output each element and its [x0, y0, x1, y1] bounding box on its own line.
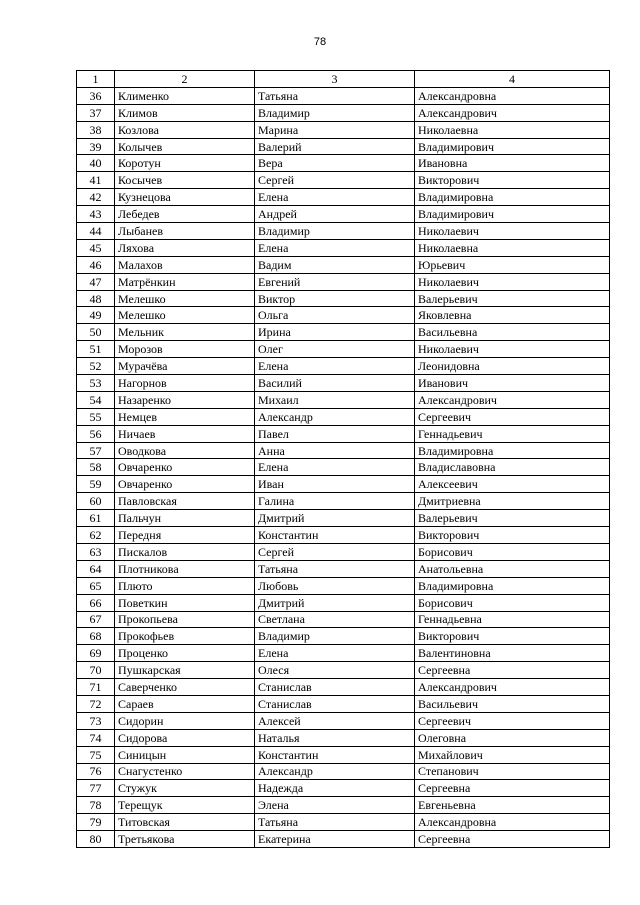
header-row — [77, 71, 610, 88]
cell-number: 66 — [77, 594, 115, 611]
table-row — [77, 87, 610, 104]
cell-number: 65 — [77, 577, 115, 594]
cell-number: 61 — [77, 510, 115, 527]
cell-number: 49 — [77, 307, 115, 324]
cell-surname: Прокофьев — [115, 628, 255, 645]
table-row — [77, 206, 610, 223]
table-row — [77, 290, 610, 307]
cell-surname: Овчаренко — [115, 476, 255, 493]
cell-number: 40 — [77, 155, 115, 172]
cell-patronymic: Валентиновна — [415, 645, 610, 662]
cell-number: 46 — [77, 256, 115, 273]
cell-surname: Мельник — [115, 324, 255, 341]
column-header-number: 1 — [77, 71, 115, 88]
cell-number: 72 — [77, 695, 115, 712]
roster-table — [76, 70, 610, 848]
cell-first-name: Олеся — [255, 662, 415, 679]
cell-patronymic: Ивановна — [415, 155, 610, 172]
cell-number: 69 — [77, 645, 115, 662]
cell-surname: Пальчун — [115, 510, 255, 527]
cell-number: 60 — [77, 493, 115, 510]
cell-first-name: Екатерина — [255, 831, 415, 848]
table-row — [77, 628, 610, 645]
table-row — [77, 814, 610, 831]
table-row — [77, 493, 610, 510]
cell-first-name: Ольга — [255, 307, 415, 324]
cell-surname: Косычев — [115, 172, 255, 189]
cell-number: 48 — [77, 290, 115, 307]
cell-number: 50 — [77, 324, 115, 341]
cell-patronymic: Викторович — [415, 527, 610, 544]
cell-surname: Колычев — [115, 138, 255, 155]
table-row — [77, 358, 610, 375]
cell-number: 58 — [77, 459, 115, 476]
table-row — [77, 375, 610, 392]
table-row — [77, 611, 610, 628]
cell-surname: Оводкова — [115, 442, 255, 459]
roster-body — [77, 87, 610, 847]
cell-patronymic: Александровна — [415, 814, 610, 831]
column-header-first-name: 3 — [255, 71, 415, 88]
table-row — [77, 729, 610, 746]
cell-first-name: Владимир — [255, 628, 415, 645]
table-row — [77, 645, 610, 662]
cell-first-name: Александр — [255, 408, 415, 425]
cell-patronymic: Викторович — [415, 172, 610, 189]
cell-first-name: Константин — [255, 527, 415, 544]
cell-number: 47 — [77, 273, 115, 290]
cell-first-name: Андрей — [255, 206, 415, 223]
cell-patronymic: Александрович — [415, 391, 610, 408]
cell-surname: Малахов — [115, 256, 255, 273]
table-row — [77, 239, 610, 256]
cell-surname: Лебедев — [115, 206, 255, 223]
cell-number: 54 — [77, 391, 115, 408]
cell-surname: Сидорова — [115, 729, 255, 746]
cell-number: 56 — [77, 425, 115, 442]
table-row — [77, 560, 610, 577]
cell-number: 59 — [77, 476, 115, 493]
cell-patronymic: Юрьевич — [415, 256, 610, 273]
cell-number: 38 — [77, 121, 115, 138]
cell-surname: Морозов — [115, 341, 255, 358]
cell-surname: Проценко — [115, 645, 255, 662]
cell-patronymic: Сергеевна — [415, 831, 610, 848]
cell-number: 36 — [77, 87, 115, 104]
cell-number: 75 — [77, 746, 115, 763]
cell-first-name: Василий — [255, 375, 415, 392]
cell-first-name: Любовь — [255, 577, 415, 594]
cell-number: 68 — [77, 628, 115, 645]
table-row — [77, 459, 610, 476]
cell-first-name: Елена — [255, 189, 415, 206]
cell-surname: Лыбанев — [115, 223, 255, 240]
cell-patronymic: Сергеевич — [415, 712, 610, 729]
cell-first-name: Виктор — [255, 290, 415, 307]
cell-patronymic: Владимирович — [415, 206, 610, 223]
cell-surname: Климов — [115, 104, 255, 121]
table-row — [77, 273, 610, 290]
cell-number: 64 — [77, 560, 115, 577]
cell-first-name: Марина — [255, 121, 415, 138]
cell-first-name: Анна — [255, 442, 415, 459]
table-row — [77, 256, 610, 273]
cell-patronymic: Николаевич — [415, 223, 610, 240]
cell-patronymic: Анатольевна — [415, 560, 610, 577]
cell-surname: Нагорнов — [115, 375, 255, 392]
cell-patronymic: Алексеевич — [415, 476, 610, 493]
cell-first-name: Вера — [255, 155, 415, 172]
cell-first-name: Станислав — [255, 695, 415, 712]
cell-surname: Сараев — [115, 695, 255, 712]
table-row — [77, 391, 610, 408]
cell-surname: Прокопьева — [115, 611, 255, 628]
cell-number: 43 — [77, 206, 115, 223]
cell-number: 57 — [77, 442, 115, 459]
cell-number: 41 — [77, 172, 115, 189]
cell-patronymic: Владимировна — [415, 442, 610, 459]
cell-surname: Ляхова — [115, 239, 255, 256]
cell-surname: Передня — [115, 527, 255, 544]
cell-first-name: Павел — [255, 425, 415, 442]
cell-surname: Мурачёва — [115, 358, 255, 375]
cell-first-name: Вадим — [255, 256, 415, 273]
cell-first-name: Александр — [255, 763, 415, 780]
table-row — [77, 425, 610, 442]
cell-first-name: Елена — [255, 645, 415, 662]
cell-patronymic: Сергеевна — [415, 780, 610, 797]
cell-surname: Немцев — [115, 408, 255, 425]
table-row — [77, 476, 610, 493]
cell-surname: Плотникова — [115, 560, 255, 577]
table-row — [77, 510, 610, 527]
table-row — [77, 831, 610, 848]
table-row — [77, 121, 610, 138]
cell-patronymic: Михайлович — [415, 746, 610, 763]
table-row — [77, 763, 610, 780]
cell-first-name: Дмитрий — [255, 510, 415, 527]
table-row — [77, 324, 610, 341]
cell-number: 77 — [77, 780, 115, 797]
cell-number: 79 — [77, 814, 115, 831]
cell-surname: Третьякова — [115, 831, 255, 848]
cell-patronymic: Борисович — [415, 543, 610, 560]
cell-number: 74 — [77, 729, 115, 746]
cell-first-name: Дмитрий — [255, 594, 415, 611]
cell-first-name: Станислав — [255, 679, 415, 696]
cell-surname: Матрёнкин — [115, 273, 255, 290]
cell-surname: Сидорин — [115, 712, 255, 729]
cell-first-name: Владимир — [255, 104, 415, 121]
cell-first-name: Олег — [255, 341, 415, 358]
cell-number: 71 — [77, 679, 115, 696]
cell-patronymic: Сергеевич — [415, 408, 610, 425]
cell-surname: Пискалов — [115, 543, 255, 560]
cell-first-name: Константин — [255, 746, 415, 763]
cell-surname: Кузнецова — [115, 189, 255, 206]
table-row — [77, 695, 610, 712]
cell-first-name: Элена — [255, 797, 415, 814]
cell-patronymic: Яковлевна — [415, 307, 610, 324]
cell-patronymic: Владиславовна — [415, 459, 610, 476]
cell-patronymic: Владимировна — [415, 189, 610, 206]
cell-surname: Синицын — [115, 746, 255, 763]
table-row — [77, 307, 610, 324]
table-row — [77, 527, 610, 544]
cell-first-name: Ирина — [255, 324, 415, 341]
cell-surname: Терещук — [115, 797, 255, 814]
cell-number: 37 — [77, 104, 115, 121]
cell-first-name: Елена — [255, 459, 415, 476]
cell-first-name: Наталья — [255, 729, 415, 746]
cell-number: 73 — [77, 712, 115, 729]
cell-number: 76 — [77, 763, 115, 780]
cell-patronymic: Валерьевич — [415, 510, 610, 527]
cell-surname: Мелешко — [115, 307, 255, 324]
cell-number: 39 — [77, 138, 115, 155]
table-row — [77, 104, 610, 121]
cell-patronymic: Васильевич — [415, 695, 610, 712]
cell-patronymic: Геннадьевич — [415, 425, 610, 442]
cell-surname: Титовская — [115, 814, 255, 831]
column-header-patronymic: 4 — [415, 71, 610, 88]
cell-first-name: Галина — [255, 493, 415, 510]
table-row — [77, 442, 610, 459]
cell-number: 67 — [77, 611, 115, 628]
cell-number: 70 — [77, 662, 115, 679]
table-row — [77, 577, 610, 594]
table-row — [77, 679, 610, 696]
table-row — [77, 172, 610, 189]
cell-patronymic: Александровна — [415, 87, 610, 104]
cell-number: 51 — [77, 341, 115, 358]
table-row — [77, 138, 610, 155]
cell-patronymic: Викторович — [415, 628, 610, 645]
cell-number: 45 — [77, 239, 115, 256]
cell-patronymic: Иванович — [415, 375, 610, 392]
table-row — [77, 662, 610, 679]
cell-surname: Козлова — [115, 121, 255, 138]
cell-number: 52 — [77, 358, 115, 375]
cell-patronymic: Дмитриевна — [415, 493, 610, 510]
cell-first-name: Сергей — [255, 543, 415, 560]
cell-number: 53 — [77, 375, 115, 392]
cell-patronymic: Евгеньевна — [415, 797, 610, 814]
table-row — [77, 594, 610, 611]
table-row — [77, 408, 610, 425]
cell-surname: Ничаев — [115, 425, 255, 442]
cell-first-name: Татьяна — [255, 814, 415, 831]
cell-surname: Снагустенко — [115, 763, 255, 780]
cell-number: 44 — [77, 223, 115, 240]
cell-surname: Стужук — [115, 780, 255, 797]
cell-patronymic: Александрович — [415, 679, 610, 696]
cell-surname: Назаренко — [115, 391, 255, 408]
table-row — [77, 341, 610, 358]
table-row — [77, 543, 610, 560]
cell-patronymic: Николаевна — [415, 239, 610, 256]
cell-patronymic: Владимирович — [415, 138, 610, 155]
cell-patronymic: Васильевна — [415, 324, 610, 341]
cell-surname: Плюто — [115, 577, 255, 594]
cell-surname: Пушкарская — [115, 662, 255, 679]
table-row — [77, 746, 610, 763]
cell-patronymic: Борисович — [415, 594, 610, 611]
cell-patronymic: Сергеевна — [415, 662, 610, 679]
cell-first-name: Татьяна — [255, 87, 415, 104]
cell-surname: Павловская — [115, 493, 255, 510]
cell-patronymic: Степанович — [415, 763, 610, 780]
cell-surname: Саверченко — [115, 679, 255, 696]
cell-first-name: Сергей — [255, 172, 415, 189]
cell-first-name: Иван — [255, 476, 415, 493]
cell-patronymic: Олеговна — [415, 729, 610, 746]
table-row — [77, 712, 610, 729]
cell-number: 42 — [77, 189, 115, 206]
table-row — [77, 780, 610, 797]
table-row — [77, 189, 610, 206]
cell-patronymic: Валерьевич — [415, 290, 610, 307]
cell-surname: Клименко — [115, 87, 255, 104]
page-number: 78 — [313, 36, 327, 48]
column-header-surname: 2 — [115, 71, 255, 88]
cell-patronymic: Николаевич — [415, 273, 610, 290]
cell-number: 55 — [77, 408, 115, 425]
cell-first-name: Татьяна — [255, 560, 415, 577]
cell-number: 63 — [77, 543, 115, 560]
cell-surname: Коротун — [115, 155, 255, 172]
cell-patronymic: Леонидовна — [415, 358, 610, 375]
cell-patronymic: Николаевна — [415, 121, 610, 138]
cell-surname: Овчаренко — [115, 459, 255, 476]
cell-first-name: Елена — [255, 239, 415, 256]
cell-first-name: Елена — [255, 358, 415, 375]
cell-surname: Мелешко — [115, 290, 255, 307]
cell-number: 78 — [77, 797, 115, 814]
cell-number: 80 — [77, 831, 115, 848]
cell-patronymic: Геннадьевна — [415, 611, 610, 628]
cell-patronymic: Николаевич — [415, 341, 610, 358]
table-row — [77, 223, 610, 240]
cell-first-name: Надежда — [255, 780, 415, 797]
cell-patronymic: Александрович — [415, 104, 610, 121]
cell-first-name: Светлана — [255, 611, 415, 628]
cell-first-name: Евгений — [255, 273, 415, 290]
cell-number: 62 — [77, 527, 115, 544]
cell-first-name: Михаил — [255, 391, 415, 408]
cell-first-name: Владимир — [255, 223, 415, 240]
table-row — [77, 155, 610, 172]
cell-patronymic: Владимировна — [415, 577, 610, 594]
cell-first-name: Алексей — [255, 712, 415, 729]
cell-first-name: Валерий — [255, 138, 415, 155]
cell-surname: Поветкин — [115, 594, 255, 611]
table-row — [77, 797, 610, 814]
